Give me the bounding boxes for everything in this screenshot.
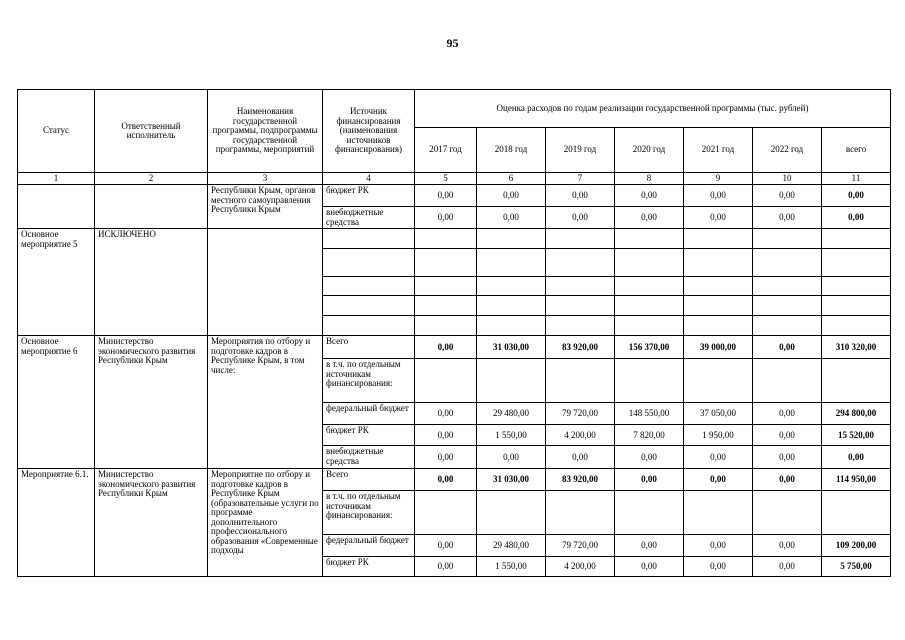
value-cell: 0,00 — [415, 535, 477, 557]
value-cell: 0,00 — [415, 403, 477, 425]
total-cell: 0,00 — [822, 446, 891, 469]
header-source: Источник финансирования (наименования источников финансирования) — [323, 90, 415, 173]
value-cell: 148 550,00 — [615, 403, 684, 425]
value-cell: 0,00 — [615, 557, 684, 577]
value-cell: 31 030,00 — [477, 469, 546, 491]
col-number: 2 — [95, 173, 208, 185]
value-cell: 156 370,00 — [615, 336, 684, 359]
value-cell: 29 480,00 — [477, 535, 546, 557]
value-cell: 4 200,00 — [546, 557, 615, 577]
header-row — [18, 90, 891, 128]
value-cell: 83 920,00 — [546, 469, 615, 491]
column-numbers-row — [18, 173, 891, 185]
program-name-cell — [208, 229, 323, 336]
col-number: 10 — [753, 173, 822, 185]
source-cell: бюджет РК — [323, 557, 415, 577]
total-cell: 15 520,00 — [822, 425, 891, 446]
value-cell: 0,00 — [415, 469, 477, 491]
value-cell: 0,00 — [753, 425, 822, 446]
value-cell: 29 480,00 — [477, 403, 546, 425]
header-year: 2021 год — [684, 128, 753, 173]
budget-table — [17, 89, 891, 577]
source-cell: внебюджетные средства — [323, 207, 415, 229]
col-number: 4 — [323, 173, 415, 185]
value-cell: 0,00 — [615, 207, 684, 229]
value-cell: 1 550,00 — [477, 425, 546, 446]
value-cell: 0,00 — [615, 446, 684, 469]
total-cell: 5 750,00 — [822, 557, 891, 577]
value-cell: 0,00 — [477, 207, 546, 229]
status-cell — [18, 185, 95, 229]
value-cell: 7 820,00 — [615, 425, 684, 446]
executor-cell: Министерство экономического развития Республики Крым — [95, 469, 208, 577]
source-cell: федеральный бюджет — [323, 403, 415, 425]
executor-cell — [95, 185, 208, 229]
executor-cell: ИСКЛЮЧЕНО — [95, 229, 208, 336]
value-cell: 0,00 — [477, 185, 546, 207]
value-cell: 4 200,00 — [546, 425, 615, 446]
value-cell: 0,00 — [477, 446, 546, 469]
source-cell: внебюджетные средства — [323, 446, 415, 469]
value-cell: 0,00 — [753, 336, 822, 359]
header-estimate: Оценка расходов по годам реализации государственной программы (тыс. рублей) — [415, 90, 891, 128]
value-cell: 0,00 — [684, 557, 753, 577]
status-cell: Мероприятие 6.1. — [18, 469, 95, 577]
value-cell: 0,00 — [684, 207, 753, 229]
value-cell: 0,00 — [415, 557, 477, 577]
table-row — [18, 336, 891, 359]
value-cell: 31 030,00 — [477, 336, 546, 359]
source-cell: в т.ч. по отдельным источникам финансирования: — [323, 359, 415, 403]
value-cell: 0,00 — [753, 207, 822, 229]
value-cell: 0,00 — [615, 535, 684, 557]
value-cell: 0,00 — [546, 446, 615, 469]
value-cell: 0,00 — [615, 469, 684, 491]
header-year: 2022 год — [753, 128, 822, 173]
program-name-cell: Мероприятие по отбору и подготовке кадров в Республике Крым (образовательные услуги по программе дополнительного профессионального образования «Современные подходы — [208, 469, 323, 577]
value-cell: 0,00 — [415, 446, 477, 469]
header-name: Наименования государственной программы, подпрограммы государственной программы, мероприятий — [208, 90, 323, 173]
col-number: 6 — [477, 173, 546, 185]
total-cell: 0,00 — [822, 207, 891, 229]
value-cell: 39 000,00 — [684, 336, 753, 359]
table-row — [18, 185, 891, 207]
value-cell: 1 550,00 — [477, 557, 546, 577]
value-cell: 0,00 — [415, 336, 477, 359]
value-cell: 37 050,00 — [684, 403, 753, 425]
value-cell: 0,00 — [415, 425, 477, 446]
value-cell: 1 950,00 — [684, 425, 753, 446]
source-cell: Всего — [323, 469, 415, 491]
source-cell: в т.ч. по отдельным источникам финансирования: — [323, 491, 415, 535]
source-cell: бюджет РК — [323, 425, 415, 446]
value-cell: 0,00 — [753, 535, 822, 557]
source-cell: федеральный бюджет — [323, 535, 415, 557]
col-number: 9 — [684, 173, 753, 185]
table-row — [18, 469, 891, 491]
executor-cell: Министерство экономического развития Республики Крым — [95, 336, 208, 469]
header-year: 2019 год — [546, 128, 615, 173]
total-cell: 114 950,00 — [822, 469, 891, 491]
header-year: 2017 год — [415, 128, 477, 173]
total-cell: 109 200,00 — [822, 535, 891, 557]
value-cell: 83 920,00 — [546, 336, 615, 359]
value-cell: 0,00 — [546, 185, 615, 207]
program-name-cell: Мероприятия по отбору и подготовке кадров в Республике Крым, в том числе: — [208, 336, 323, 469]
total-cell: 310 320,00 — [822, 336, 891, 359]
col-number: 5 — [415, 173, 477, 185]
col-number: 3 — [208, 173, 323, 185]
header-status: Статус — [18, 90, 95, 173]
col-number: 1 — [18, 173, 95, 185]
value-cell: 0,00 — [753, 446, 822, 469]
col-number: 11 — [822, 173, 891, 185]
status-cell: Основное мероприятие 6 — [18, 336, 95, 469]
total-cell: 0,00 — [822, 185, 891, 207]
value-cell: 79 720,00 — [546, 403, 615, 425]
value-cell: 0,00 — [753, 403, 822, 425]
source-cell: бюджет РК — [323, 185, 415, 207]
source-cell: Всего — [323, 336, 415, 359]
value-cell: 0,00 — [753, 185, 822, 207]
value-cell: 0,00 — [753, 469, 822, 491]
value-cell: 0,00 — [684, 469, 753, 491]
value-cell: 0,00 — [415, 207, 477, 229]
value-cell: 0,00 — [684, 185, 753, 207]
value-cell: 79 720,00 — [546, 535, 615, 557]
header-executor: Ответственный исполнитель — [95, 90, 208, 173]
table-row — [18, 229, 891, 249]
header-total: всего — [822, 128, 891, 173]
value-cell: 0,00 — [684, 446, 753, 469]
value-cell: 0,00 — [753, 557, 822, 577]
value-cell: 0,00 — [546, 207, 615, 229]
status-cell: Основное мероприятие 5 — [18, 229, 95, 336]
value-cell: 0,00 — [615, 185, 684, 207]
col-number: 7 — [546, 173, 615, 185]
header-year: 2018 год — [477, 128, 546, 173]
value-cell: 0,00 — [415, 185, 477, 207]
col-number: 8 — [615, 173, 684, 185]
total-cell: 294 800,00 — [822, 403, 891, 425]
value-cell: 0,00 — [684, 535, 753, 557]
header-year: 2020 год — [615, 128, 684, 173]
program-name-cell: Республики Крым, органов местного самоуправления Республики Крым — [208, 185, 323, 229]
page-number: 95 — [446, 36, 459, 50]
